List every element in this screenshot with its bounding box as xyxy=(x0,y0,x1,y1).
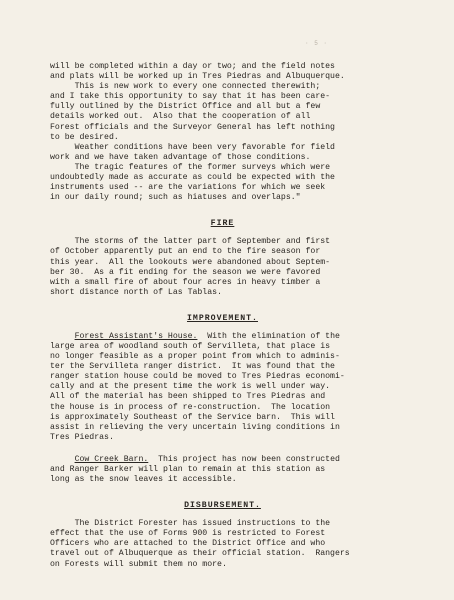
text-line xyxy=(50,133,395,143)
text-line xyxy=(50,519,395,529)
text-line xyxy=(50,539,395,549)
line-text: undoubtedly made as accurate as could be expected with the xyxy=(50,173,335,183)
pencil-page-mark: · 5 · xyxy=(305,40,329,47)
line-text: short distance north of Las Tablas. xyxy=(50,287,222,297)
text-line xyxy=(50,173,395,183)
section-heading xyxy=(50,314,395,326)
line-text: The storms of the latter part of September and first xyxy=(50,237,331,247)
text-line xyxy=(50,82,395,92)
paragraph-gap xyxy=(50,443,395,455)
line-text: All of the material has been shipped to Tres Piedras and xyxy=(50,392,326,402)
text-line xyxy=(50,143,395,153)
text-line xyxy=(50,332,395,342)
paragraph xyxy=(50,62,395,82)
text-line xyxy=(50,123,395,133)
subheading-lead: Cow Creek Barn. xyxy=(74,454,149,464)
section-gap xyxy=(50,298,395,310)
document-body xyxy=(50,62,395,570)
text-line xyxy=(50,112,395,122)
text-line xyxy=(50,72,395,82)
section-heading-text: IMPROVEMENT. xyxy=(187,313,258,323)
text-line xyxy=(50,529,395,539)
text-line xyxy=(50,413,395,423)
text-line xyxy=(50,278,395,288)
line-text: work and we have taken advantage of those conditions. xyxy=(50,152,311,162)
line-text: effect that the use of Forms 900 is restricted to Forest xyxy=(50,529,326,539)
line-text: Forest officials and the Surveyor General has left nothing xyxy=(50,122,335,132)
text-line xyxy=(50,153,395,163)
paragraph xyxy=(50,237,395,298)
section-heading xyxy=(50,501,395,513)
text-line xyxy=(50,372,395,382)
text-line xyxy=(50,392,395,402)
text-line xyxy=(50,465,395,475)
text-line xyxy=(50,342,395,352)
line-text: This project has now been constructed xyxy=(148,454,340,464)
paragraph xyxy=(50,82,395,143)
line-text: Weather conditions have been very favorable for field xyxy=(50,142,335,152)
paragraph xyxy=(50,163,395,203)
section-heading-text: DISBURSEMENT. xyxy=(184,501,261,511)
paragraph xyxy=(50,332,395,443)
line-text: fully outlined by the District Office and all but a few xyxy=(50,102,321,112)
paragraph xyxy=(50,143,395,163)
text-line xyxy=(50,455,395,465)
line-text: Tres Piedras. xyxy=(50,432,114,442)
text-line xyxy=(50,247,395,257)
line-text: the house is in process of re-construction. The location xyxy=(50,402,331,412)
text-line xyxy=(50,62,395,72)
text-line xyxy=(50,288,395,298)
line-text: will be completed within a day or two; and the field notes xyxy=(50,62,335,71)
line-text: on Forests will submit them no more. xyxy=(50,559,227,569)
line-text: With the elimination of the xyxy=(197,331,340,341)
text-line xyxy=(50,549,395,559)
line-text: to be desired. xyxy=(50,132,119,142)
line-text: The tragic features of the former surveys which were xyxy=(50,162,331,172)
line-text: this year. All the lookouts were abandoned about Septem- xyxy=(50,257,331,267)
text-line xyxy=(50,423,395,433)
paragraph xyxy=(50,455,395,485)
section-heading-text: FIRE xyxy=(210,219,235,229)
line-text: Officers who are attached to the District Office and who xyxy=(50,539,326,549)
text-line xyxy=(50,258,395,268)
line-text: no longer feasible as a proper point from which to adminis- xyxy=(50,352,340,362)
text-line xyxy=(50,237,395,247)
text-line xyxy=(50,382,395,392)
text-line xyxy=(50,102,395,112)
text-line xyxy=(50,352,395,362)
paragraph xyxy=(50,519,395,569)
line-text: of October apparently put an end to the fire season for xyxy=(50,247,321,257)
line-text: large area of woodland south of Servilleta, that place is xyxy=(50,341,331,351)
text-line xyxy=(50,183,395,193)
section-heading xyxy=(50,219,395,231)
line-text: The District Forester has issued instructions to the xyxy=(50,519,331,529)
line-text: ranger station house could be moved to Tres Piedras economi- xyxy=(50,372,345,382)
line-text: cally and at the present time the work is well under way. xyxy=(50,382,331,392)
line-text: in our daily round; such as hiatuses and overlaps." xyxy=(50,193,301,203)
text-line xyxy=(50,268,395,278)
text-line xyxy=(50,362,395,372)
text-line xyxy=(50,475,395,485)
line-text: ter the Servilleta ranger district. It was found that the xyxy=(50,362,335,372)
text-line xyxy=(50,92,395,102)
text-line xyxy=(50,193,395,203)
text-line xyxy=(50,163,395,173)
line-text: travel out of Albuquerque as their official station. Rangers xyxy=(50,549,350,559)
line-text: with a small fire of about four acres in heavy timber a xyxy=(50,277,321,287)
line-text: long as the snow leaves it accessible. xyxy=(50,475,237,485)
line-text: instruments used -- are the variations for which we seek xyxy=(50,183,326,193)
text-line xyxy=(50,433,395,443)
line-text: ber 30. As a fit ending for the season we were favored xyxy=(50,267,321,277)
section-gap xyxy=(50,485,395,497)
line-text: and I take this opportunity to say that it has been care- xyxy=(50,92,331,102)
section-gap xyxy=(50,203,395,215)
line-text: and Ranger Barker will plan to remain at this station as xyxy=(50,465,326,474)
text-line xyxy=(50,560,395,570)
text-line xyxy=(50,403,395,413)
line-text: is approximately Southeast of the Service barn. This will xyxy=(50,412,335,422)
line-text: and plats will be worked up in Tres Piedras and Albuquerque. xyxy=(50,72,345,82)
line-text: details worked out. Also that the cooperation of all xyxy=(50,112,311,122)
subheading-lead: Forest Assistant's House. xyxy=(74,331,198,341)
line-text: assist in relieving the very uncertain living conditions in xyxy=(50,422,340,432)
line-text: This is new work to every one connected therewith; xyxy=(50,82,321,92)
